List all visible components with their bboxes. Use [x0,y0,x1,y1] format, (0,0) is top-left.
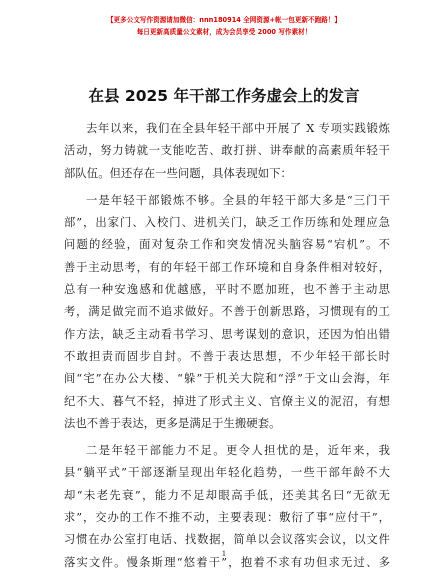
paragraph-line: 一是年轻干部锻炼不够。全县的年轻干部大多是“三门干 [86,193,390,207]
paragraph-line: 总有一种安逸感和优越感，平时不愿加班，也不善于主动思 [64,283,390,297]
paragraph-line: 考，满足做完而不追求做好。不善于创新思路，习惯现有的工 [64,305,390,319]
paragraph-line: 去年以来，我们在全县年轻干部中开展了 X 专项实践锻炼 [86,122,390,135]
paragraph-line: 落实文件。慢条斯理“悠着干”，抱着不求有功但求无过、多 [64,555,390,569]
paragraph-line: 求”，交办的工作不推不动，主要表现：敷衍了事“应付干”， [64,511,390,525]
paragraph-line: 部队伍。但还存在一些问题，具体表现如下： [64,166,292,180]
paragraph-line: 不敢担责而固步自封。不善于表达思想，不少年轻干部长时 [64,349,390,363]
paragraph-line: 纪不大、暮气不轻，掉进了形式主义、官僚主义的泥沼，有想 [64,394,390,408]
paragraph-line: 县“躺平式”干部逐渐呈现出年轻化趋势，一些干部年龄不大 [64,466,390,480]
paragraph-line: 善于主动思考，有的年轻干部工作环境和自身条件相对较好， [64,260,390,274]
paragraph-line: 二是年轻干部能力不足。更令人担忧的是，近年来，我 [86,444,390,458]
paragraph-line: 问题的经验，面对复杂工作和突发情况头脑容易“宕机”。不 [64,238,390,252]
paragraph-line: 部”，出家门、入校门、进机关门，缺乏工作历练和处理应急 [64,216,390,230]
paragraph-line: 作方法，缺乏主动看书学习、思考谋划的意识，还因为怕出错 [64,327,390,341]
document-title: 在县 2025 年干部工作务虚会上的发言 [88,87,360,105]
paragraph-intro [64,118,390,185]
paragraph-line: 法也不善于表达，更多是满足于生搬硬套。 [64,416,281,430]
paragraph-point-one [64,190,390,435]
paragraph-line: 活动，努力铸就一支能吃苦、敢打拼、讲奉献的高素质年轻干 [64,144,390,158]
page-number: 1 [221,549,227,558]
paragraph-line: 间“宅”在办公大楼、“躲”于机关大院和“浮”于文山会海，年 [64,372,390,386]
promo-banner [0,14,448,38]
paragraph-line: 习惯在办公室打电话、找数据，简单以会议落实会议，以文件 [64,533,390,547]
promo-banner-line-1: 【更多公文写作资源请加微信：nnn180914 全网资源+帐一包更新不跑路！】 [106,16,342,24]
document-body [64,118,390,574]
promo-banner-line-2: 每日更新高质量公文素材，成为会员享受 2000 写作素材！ [136,28,312,36]
paragraph-line: 却“未老先衰”，能力不足却眼高手低，还美其名曰“无欲无 [64,488,390,502]
